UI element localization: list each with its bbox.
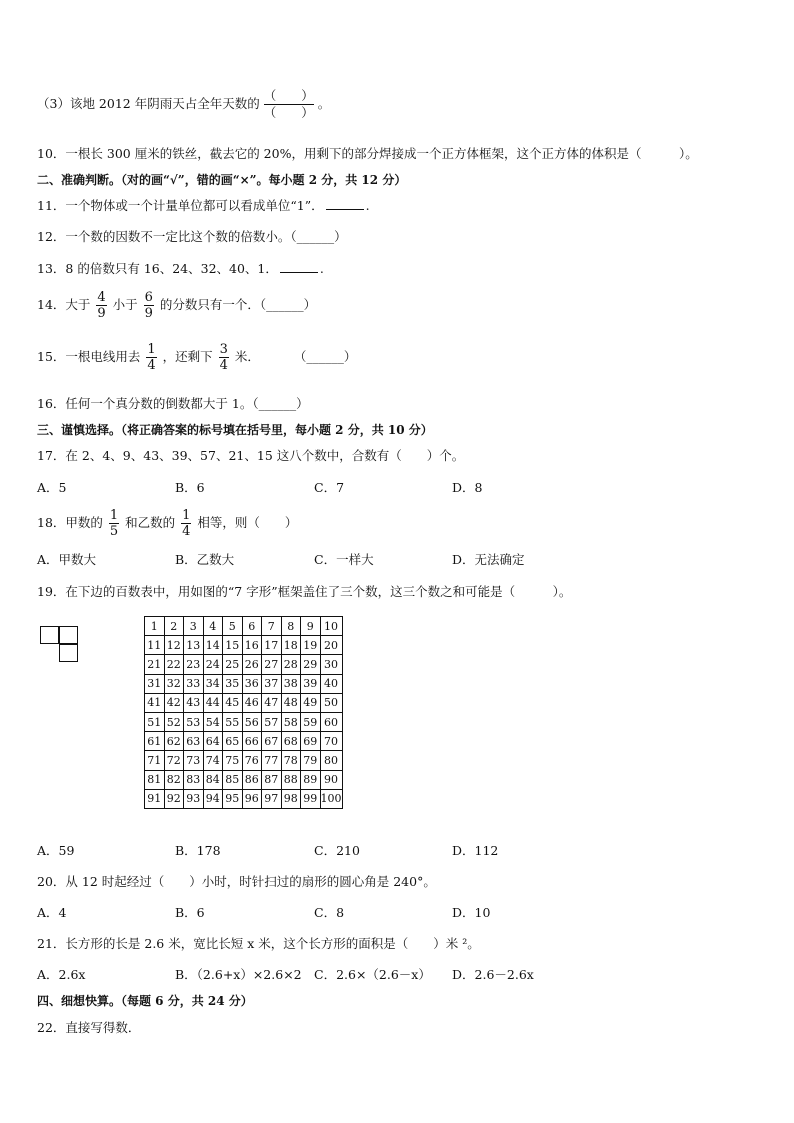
hundred-chart-cell: 73 (184, 751, 204, 770)
hundred-chart-cell: 35 (223, 674, 243, 693)
hundred-chart-cell: 14 (203, 636, 223, 655)
hundred-chart-cell: 50 (320, 693, 342, 712)
question-20: 20．从 12 时起经过（ ）小时，时针扫过的扇形的圆心角是 240°。 (37, 874, 436, 889)
option-c: C．210 (314, 843, 360, 858)
hundred-chart-cell: 38 (281, 674, 301, 693)
hundred-chart-cell: 47 (262, 693, 282, 712)
option-c: C．7 (314, 480, 345, 495)
question-text: 15．一根电线用去 (37, 349, 141, 364)
hundred-chart-cell: 74 (203, 751, 223, 770)
hundred-chart-row (145, 789, 343, 808)
hundred-chart-row (145, 732, 343, 751)
hundred-chart (144, 616, 343, 809)
option-b: B．6 (175, 480, 205, 495)
fraction (96, 290, 106, 321)
hundred-chart-cell: 90 (320, 770, 342, 789)
hundred-chart-cell: 15 (223, 636, 243, 655)
hundred-chart-cell: 41 (145, 693, 165, 712)
hundred-chart-cell: 18 (281, 636, 301, 655)
hundred-chart-cell: 62 (164, 732, 184, 751)
fraction-numerator-blank: （ ） (263, 88, 314, 103)
hundred-chart-cell: 70 (320, 732, 342, 751)
shape-cell (40, 626, 59, 644)
hundred-chart-cell: 45 (223, 693, 243, 712)
hundred-chart-cell: 75 (223, 751, 243, 770)
hundred-chart-cell: 87 (262, 770, 282, 789)
question-text: 米． (234, 349, 260, 364)
hundred-chart-cell: 91 (145, 789, 165, 808)
hundred-chart-cell: 66 (242, 732, 262, 751)
hundred-chart-cell: 72 (164, 751, 184, 770)
hundred-chart-cell: 100 (320, 789, 342, 808)
hundred-chart-cell: 34 (203, 674, 223, 693)
hundred-chart-cell: 13 (184, 636, 204, 655)
hundred-chart-cell: 82 (164, 770, 184, 789)
shape-cell (59, 626, 78, 644)
answer-fraction-blank (264, 88, 314, 121)
question-9-3 (37, 88, 330, 121)
hundred-chart-cell: 46 (242, 693, 262, 712)
hundred-chart-cell: 24 (203, 655, 223, 674)
option-a: A．4 (37, 905, 67, 920)
hundred-chart-cell: 3 (184, 617, 204, 636)
question-text: （3）该地 2012 年阴雨天占全年天数的 (37, 96, 260, 111)
option-a: A．2.6x (37, 967, 86, 982)
hundred-chart-cell: 7 (262, 617, 282, 636)
question-text: 和乙数的 (125, 515, 176, 530)
hundred-chart-cell: 69 (301, 732, 321, 751)
question-text: 的分数只有一个．（______） (159, 297, 317, 312)
section-4-heading: 四、细想快算。（每题 6 分，共 24 分） (37, 994, 253, 1008)
punctuation: 。 (317, 96, 331, 111)
hundred-chart-row (145, 655, 343, 674)
hundred-chart-cell: 29 (301, 655, 321, 674)
hundred-chart-cell: 48 (281, 693, 301, 712)
fraction (181, 508, 191, 539)
hundred-chart-cell: 53 (184, 712, 204, 731)
hundred-chart-cell: 9 (301, 617, 321, 636)
hundred-chart-cell: 49 (301, 693, 321, 712)
hundred-chart-cell: 43 (184, 693, 204, 712)
hundred-chart-cell: 97 (262, 789, 282, 808)
denominator: 5 (109, 524, 119, 539)
question-18 (37, 508, 297, 539)
hundred-chart-cell: 64 (203, 732, 223, 751)
hundred-chart-cell: 26 (242, 655, 262, 674)
hundred-chart-cell: 96 (242, 789, 262, 808)
hundred-chart-cell: 44 (203, 693, 223, 712)
numerator: 3 (219, 342, 228, 357)
hundred-chart-cell: 12 (164, 636, 184, 655)
hundred-chart-cell: 42 (164, 693, 184, 712)
option-d: D．10 (452, 905, 491, 920)
hundred-chart-row (145, 712, 343, 731)
hundred-chart-cell: 89 (301, 770, 321, 789)
hundred-chart-cell: 65 (223, 732, 243, 751)
hundred-chart-cell: 57 (262, 712, 282, 731)
hundred-chart-cell: 23 (184, 655, 204, 674)
section-2-heading: 二、准确判断。（对的画“√”，错的画“×”。每小题 2 分，共 12 分） (37, 173, 407, 187)
question-text: ，还剩下 (162, 349, 213, 364)
denominator: 9 (144, 306, 153, 321)
question-14 (37, 290, 316, 321)
fraction (146, 342, 156, 373)
question-17: 17．在 2、4、9、43、39、57、21、15 这八个数中，合数有（ ）个。 (37, 448, 465, 463)
hundred-chart-cell: 10 (320, 617, 342, 636)
hundred-chart-row (145, 751, 343, 770)
hundred-chart-cell: 37 (262, 674, 282, 693)
hundred-chart-cell: 40 (320, 674, 342, 693)
question-text: 13．8 的倍数只有 16、24、32、40、1． (37, 261, 278, 276)
question-text: 14．大于 (37, 297, 91, 312)
hundred-chart-cell: 77 (262, 751, 282, 770)
denominator: 4 (219, 358, 228, 373)
punctuation: . (319, 261, 324, 276)
hundred-chart-cell: 31 (145, 674, 165, 693)
hundred-chart-row (145, 674, 343, 693)
hundred-chart-cell: 1 (145, 617, 165, 636)
option-d: D．8 (452, 480, 483, 495)
hundred-chart-cell: 58 (281, 712, 301, 731)
punctuation: . (365, 198, 370, 213)
hundred-chart-row (145, 636, 343, 655)
option-b: B．（2.6+x）×2.6×2 (175, 967, 302, 982)
hundred-chart-cell: 94 (203, 789, 223, 808)
hundred-chart-cell: 28 (281, 655, 301, 674)
hundred-chart-cell: 17 (262, 636, 282, 655)
question-19: 19．在下边的百数表中，用如图的“7 字形”框架盖住了三个数，这三个数之和可能是（ ）。 (37, 584, 572, 599)
hundred-chart-cell: 61 (145, 732, 165, 751)
question-15 (37, 342, 356, 373)
hundred-chart-cell: 33 (184, 674, 204, 693)
hundred-chart-cell: 79 (301, 751, 321, 770)
fraction-denominator-blank: （ ） (263, 105, 314, 120)
hundred-chart-cell: 4 (203, 617, 223, 636)
section-3-heading: 三、谨慎选择。（将正确答案的标号填在括号里，每小题 2 分，共 10 分） (37, 423, 433, 437)
question-11 (37, 198, 370, 214)
option-d: D．112 (452, 843, 499, 858)
hundred-chart-cell: 22 (164, 655, 184, 674)
seven-shape-figure (40, 626, 80, 664)
denominator: 4 (182, 524, 191, 539)
numerator: 1 (182, 508, 191, 523)
hundred-chart-cell: 80 (320, 751, 342, 770)
question-21: 21．长方形的长是 2.6 米，宽比长短 x 米，这个长方形的面积是（ ）米 ²。 (37, 936, 480, 951)
answer-blank (326, 198, 364, 210)
option-a: A．甲数大 (37, 552, 97, 567)
hundred-chart-cell: 11 (145, 636, 165, 655)
hundred-chart-cell: 51 (145, 712, 165, 731)
hundred-chart-row (145, 693, 343, 712)
hundred-chart-cell: 32 (164, 674, 184, 693)
hundred-chart-cell: 83 (184, 770, 204, 789)
hundred-chart-cell: 99 (301, 789, 321, 808)
option-b: B．178 (175, 843, 221, 858)
hundred-chart-cell: 78 (281, 751, 301, 770)
hundred-chart-cell: 16 (242, 636, 262, 655)
hundred-chart-cell: 39 (301, 674, 321, 693)
option-c: C．2.6×（2.6－x） (314, 967, 431, 982)
hundred-chart-cell: 81 (145, 770, 165, 789)
question-10: 10．一根长 300 厘米的铁丝，截去它的 20%，用剩下的部分焊接成一个正方体框架，这个正方体的体积是（ ）。 (37, 146, 698, 161)
numerator: 6 (144, 290, 153, 305)
question-text: 小于 (112, 297, 138, 312)
hundred-chart-cell: 54 (203, 712, 223, 731)
option-a: A．5 (37, 480, 67, 495)
fraction (219, 342, 229, 373)
hundred-chart-cell: 25 (223, 655, 243, 674)
hundred-chart-cell: 19 (301, 636, 321, 655)
hundred-chart-cell: 20 (320, 636, 342, 655)
hundred-chart-cell: 6 (242, 617, 262, 636)
hundred-chart-cell: 86 (242, 770, 262, 789)
answer-blank (280, 261, 318, 273)
hundred-chart-cell: 30 (320, 655, 342, 674)
option-d: D．2.6－2.6x (452, 967, 534, 982)
option-b: B．乙数大 (175, 552, 235, 567)
answer-paren: （______） (293, 349, 357, 364)
hundred-chart-cell: 36 (242, 674, 262, 693)
hundred-chart-cell: 76 (242, 751, 262, 770)
hundred-chart-cell: 92 (164, 789, 184, 808)
hundred-chart-cell: 2 (164, 617, 184, 636)
option-b: B．6 (175, 905, 205, 920)
hundred-chart-cell: 56 (242, 712, 262, 731)
question-13 (37, 261, 324, 277)
fraction (144, 290, 154, 321)
hundred-chart-cell: 84 (203, 770, 223, 789)
hundred-chart-row (145, 617, 343, 636)
hundred-chart-cell: 27 (262, 655, 282, 674)
hundred-chart-cell: 67 (262, 732, 282, 751)
hundred-chart-cell: 52 (164, 712, 184, 731)
hundred-chart-cell: 8 (281, 617, 301, 636)
hundred-chart-row (145, 770, 343, 789)
denominator: 4 (147, 358, 156, 373)
question-text: 18．甲数的 (37, 515, 103, 530)
hundred-chart-cell: 68 (281, 732, 301, 751)
option-d: D．无法确定 (452, 552, 525, 567)
hundred-chart-cell: 63 (184, 732, 204, 751)
question-text: 11．一个物体或一个计量单位都可以看成单位“1”． (37, 198, 324, 213)
option-c: C．一样大 (314, 552, 374, 567)
denominator: 9 (97, 306, 106, 321)
hundred-chart-cell: 21 (145, 655, 165, 674)
hundred-chart-cell: 71 (145, 751, 165, 770)
question-text: 相等，则（ ） (197, 515, 298, 530)
numerator: 1 (147, 342, 156, 357)
hundred-chart-cell: 5 (223, 617, 243, 636)
numerator: 4 (97, 290, 106, 305)
hundred-chart-cell: 88 (281, 770, 301, 789)
hundred-chart-cell: 59 (301, 712, 321, 731)
question-12: 12．一个数的因数不一定比这个数的倍数小。（______） (37, 229, 347, 244)
question-16: 16．任何一个真分数的倒数都大于 1。（______） (37, 396, 309, 411)
hundred-chart-cell: 60 (320, 712, 342, 731)
hundred-chart-cell: 85 (223, 770, 243, 789)
numerator: 1 (109, 508, 119, 523)
hundred-chart-cell: 95 (223, 789, 243, 808)
option-a: A．59 (37, 843, 75, 858)
question-22: 22．直接写得数． (37, 1020, 141, 1035)
fraction (109, 508, 119, 539)
hundred-chart-cell: 93 (184, 789, 204, 808)
hundred-chart-cell: 55 (223, 712, 243, 731)
shape-cell (59, 644, 78, 662)
hundred-chart-cell: 98 (281, 789, 301, 808)
option-c: C．8 (314, 905, 345, 920)
